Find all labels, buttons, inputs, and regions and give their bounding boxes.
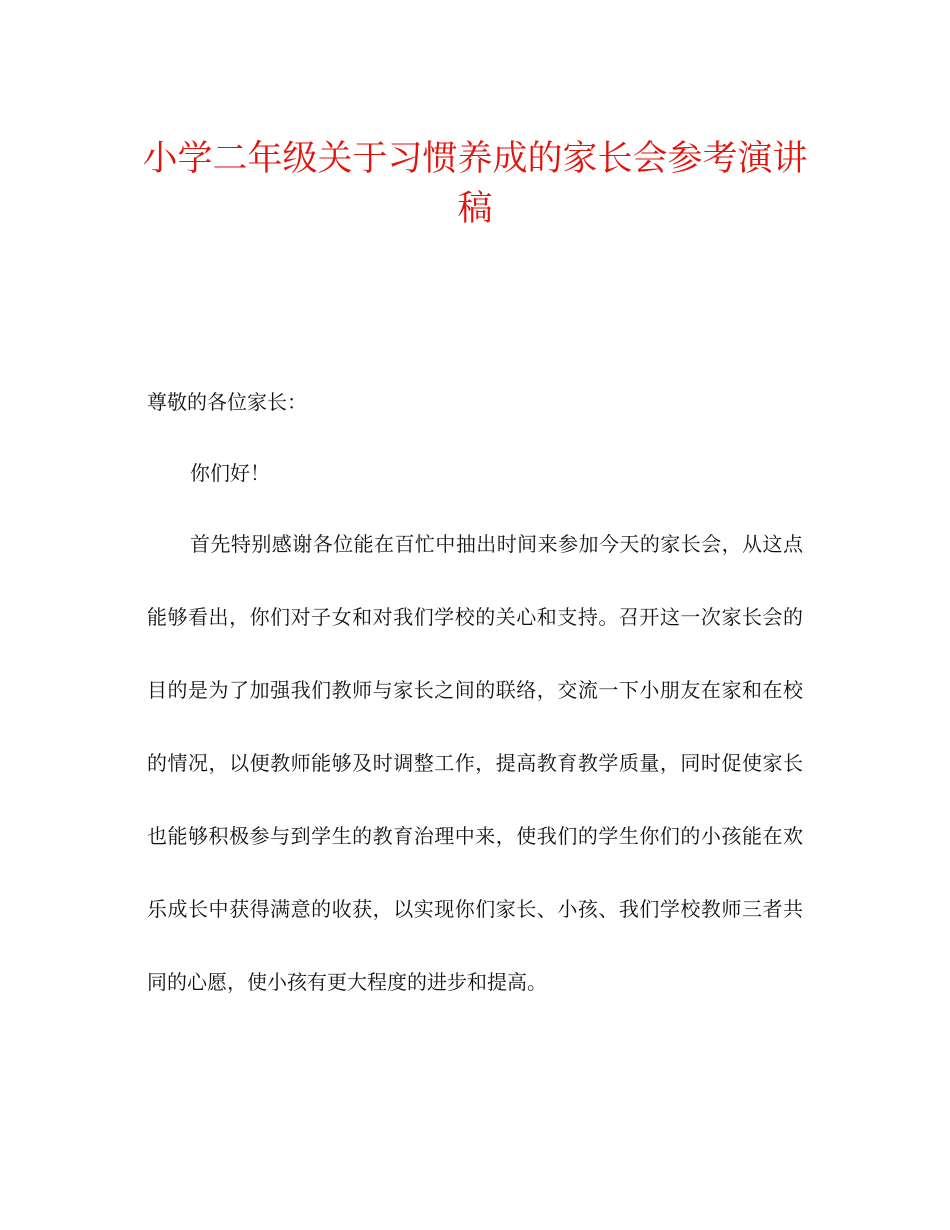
- greeting-line: 尊敬的各位家长：: [147, 390, 307, 414]
- hello-line: 你们好！: [190, 461, 270, 485]
- body-paragraph: 首先特别感谢各位能在百忙中抽出时间来参加今天的家长会，从这点能够看出，你们对子女和对我们学校的关心和支持。召开这一次家长会的目的是为了加强我们教师与家长之间的联络，交流一下小朋友在家和在校的情况，以便教师能够及时调整工作，提高教育教学质量，同时促使家长也能够积极参与到学生的教育治理中来，使我们的学生你们的小孩能在欢乐成长中获得满意的收获，以实现你们家长、小孩、我们学校教师三者共同的心愿，使小孩有更大程度的进步和提高。: [147, 532, 803, 994]
- document-title: 小学二年级关于习惯养成的家长会参考演讲稿: [142, 139, 808, 229]
- document-body: [147, 377, 803, 1030]
